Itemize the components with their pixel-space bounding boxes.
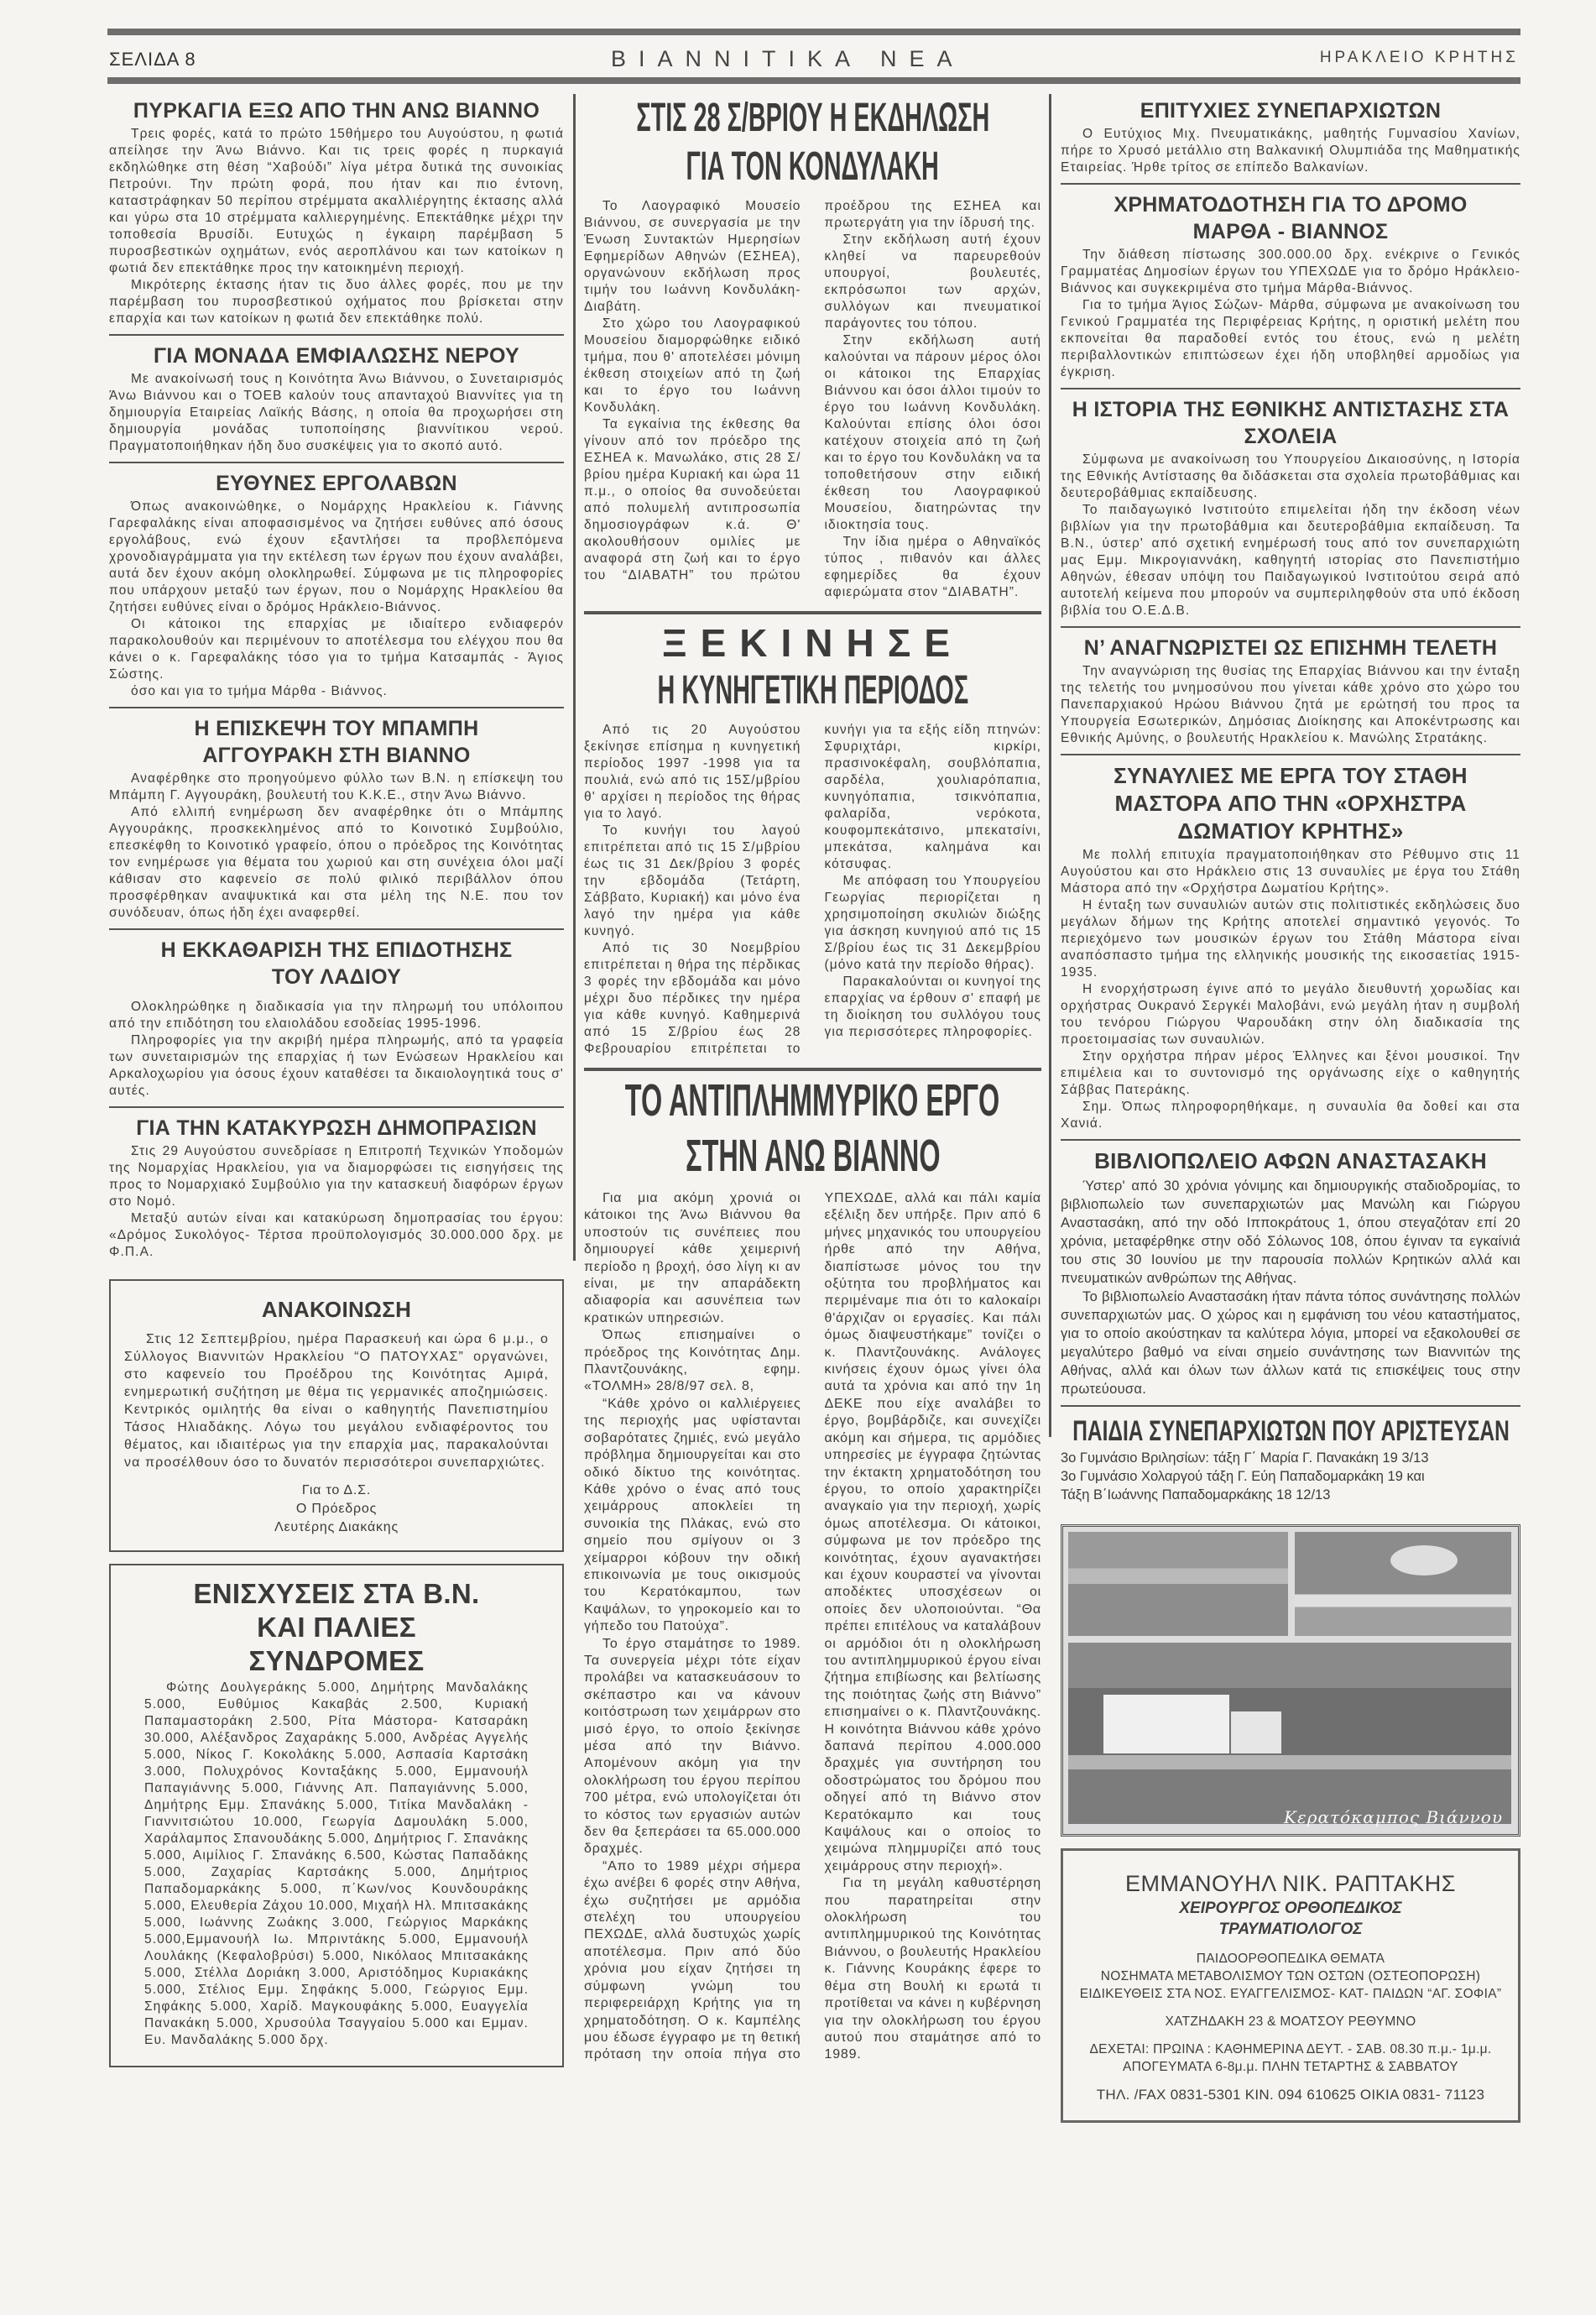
paragraph: Σημ. Όπως πληροφορηθήκαμε, η συναυλία θα δοθεί και στα Χανιά. (1061, 1100, 1520, 1131)
paragraph: Την διάθεση πίστωσης 300.000.00 δρχ. ενέκρινε ο Γενικός Γραμματέας Δημοσίων έργων του ΥΠΕΧΩΔΕ για το δρόμο Ηράκλειο- Βιάννος και συγκεκριμένα στο τμήμα Μάρθα-Βιάννος. (1061, 248, 1520, 295)
doctor-advertisement (1061, 1848, 1520, 2123)
photo-church (1103, 1695, 1229, 1753)
paragraph: Αναφέρθηκε στο προηγούμενο φύλλο των Β.Ν. η επίσκεψη του Μπάμπη Γ. Αγγουράκη, βουλευτή του Κ.Κ.Ε., στην Άνω Βιάννο. (109, 771, 564, 802)
student-line: 3ο Γυμνάσιο Βριλησίων: τάξη Γ΄ Μαρία Γ. Πανακάκη 19 3/13 (1061, 1450, 1429, 1466)
article-success (1061, 97, 1520, 176)
paragraph: Από τις 30 Νοεμβρίου επιτρέπεται η θήρα της πέρδικας 3 φορές την εβδομάδα και μόνο μέχρι δυο πέρδικες την ημέρα για κάθε κυνηγό. Καθημερινά από 15 Σ/βρίου έως 28 Φεβρουαρίου επιτρέπεται το κυνήγι για τα εξής είδη πτηνών: Σφυριχτάρι, κιρκίρι, πρασινοκέφαλη, σουβλόπαπια, σαρδέλα, χουλιαρόπαπια, κυνηγόπαπια, τσικνόπαπια, φαλαρίδα, νερόκοτα, κουφομπεκάτσινο, μπεκατσίνι, μπεκάτσα, καλημάνα και κότσυφας. (584, 723, 1041, 1056)
student-line: Τάξη Β΄Ιωάννης Παπαδομαρκάκης 18 12/13 (1061, 1487, 1331, 1502)
photo-caption: Κερατόκαμπος Βιάννου (1284, 1807, 1503, 1827)
service-line: ΕΙΔΙΚΕΥΘΕΙΣ ΣΤΑ ΝΟΣ. ΕΥΑΓΓΕΛΙΣΜΟΣ- ΚΑΤ- ΠΑΙΔΩΝ “ΑΓ. ΣΟΦΙΑ” (1079, 1987, 1502, 2001)
headline: ΓΙΑ ΤΗΝ ΚΑΤΑΚΥΡΩΣΗ ΔΗΜΟΠΡΑΣΙΩΝ (136, 1116, 537, 1140)
paragraph: Ολοκληρώθηκε η διαδικασία για την πληρωμή του υπόλοιπου από την επιδότηση του ελαιολάδου εσοδείας 1995-1996. (109, 1000, 564, 1031)
article-oil-subsidy (109, 937, 564, 1100)
headline: ΕΠΙΤΥΧΙΕΣ ΣΥΝΕΠΑΡΧΙΩΤΩΝ (1140, 99, 1442, 123)
article-flood-works (584, 1076, 1041, 2064)
office-hours: ΑΠΟΓΕΥΜΑΤΑ 6-8μ.μ. ΠΛΗΝ ΤΕΤΑΡΤΗΣ & ΣΑΒΒΑΤΟΥ (1123, 2060, 1458, 2074)
paragraph: Η ένταξη των συναυλιών αυτών στις πολιτιστικές εκδηλώσεις δυο μεγάλων δήμων της Κρήτης αποτελεί σημαντικό γεγονός. Το περιεχόμενο των μουσικών έργων του Στάθη Μάστορα είναι αναπόσπαστο τμήμα της ελληνικής μουσικής της εικοσαετίας 1915-1935. (1061, 898, 1520, 980)
article-ceremony (1061, 635, 1520, 747)
masthead-top-rule (107, 29, 1520, 35)
paragraph: Από ελλιπή ενημέρωση δεν αναφέρθηκε ότι ο Μπάμπης Αγγουράκης, προσκεκλημένος από το Κοινοτικό Συμβούλιο, επεσκέφθη το Κοινοτικό γραφείο, όπου ο πρόεδρος της Κοινότητας τον ενημέρωσε για θέματα του χωριού και στη συνέχεια όλοι μαζί κάθισαν στο καφενείο σε πολύ φιλικό περιβάλλον όπου προσφέρθηκαν αναψυκτικά και στα μέλη της Ν.Ε. που τον συνόδευαν, όπως ήδη έχει αναφερθεί. (109, 805, 564, 920)
headline: ΧΡΗΜΑΤΟΔΟΤΗΣΗ ΓΙΑ ΤΟ ΔΡΟΜΟ ΜΑΡΘΑ - ΒΙΑΝΝΟΣ (1114, 193, 1468, 243)
paragraph: Στην ορχήστρα πήραν μέρος Έλληνες και ξένοι μουσικοί. Την επιμέλεια και το συντονισμό της οργάνωσης είχε ο καθηγητής Σάββας Πατεράκης. (1061, 1049, 1520, 1097)
paragraph: Παρακαλούνται οι κυνηγοί της επαρχίας να έρθουν σ' επαφή με τη διοίκηση του συλλόγου τους για περισσότερες πληροφορίες. (824, 975, 1041, 1039)
paragraph: Το παιδαγωγικό Ινστιτούτο επιμελείται ήδη την έκδοση νέων βιβλίων για την πρωτοβάθμια και δευτεροβάθμια εκπαίδευση. Τα Β.Ν., ύστερ' από σχετική ενημέρωσή τους από τον συνεπαρχιώτη μας Εμμ. Μικρογιαννάκη, καθηγητή ιστορίας στο Πανεπιστήμιο Αθηνών, έθεσαν υπόψη του Παιδαγωγικού Ινστιτούτου σειρά από αυτοτελή κείμενα που μπορούν να συμπεριληφθούν στα υπό έκδοση βιβλία του Ο.Ε.Δ.Β. (1061, 503, 1520, 618)
newspaper-title: ΒΙΑΝΝΙΤΙΚΑ ΝΕΑ (611, 46, 965, 71)
article-visit (109, 715, 564, 922)
paragraph: Φώτης Δουλγεράκης 5.000, Δημήτρης Μανδαλάκης 5.000, Ευθύμιος Κακαβάς 2.500, Κυριακή Παπαμαστοράκη 2.500, Ρίτα Μάστορα- Κατσαράκη 30.000, Αλέξανδρος Ζαχαράκης 5.000, Ανδρέας Αγγελής 5.000, Νίκος Γ. Κοκολάκης 5.000, Ασπασία Καρτσάκη 3.000, Πολυχρόνος Κονταξάκης 5.000, Εμμανουήλ Παπαγιάννης 5.000, Γιάννης Απ. Παπαγιάννης 5.000, Δημήτρης Εμμ. Σπανάκης 5.000, Τιτίκα Μανδαλάκη - Γιαννιτσιώτου 10.000, Γεωργία Δαμουλάκη 5.000, Χαράλαμπος Σπανουδάκης 5.000, Δημήτριος Γ. Σπανάκης 5.000, Αιμίλιος Γ. Σπανάκης 6.500, Κώστας Παπαδάκης 5.000, Ζαχαρίας Καρτσάκης 5.000, Δημήτριος Παπαδομαρκάκης 5.000, π΄Κων/νος Κουνδουράκης 5.000, Ελευθερία Ζάχου 10.000, Μιχαήλ Ηλ. Μπιτσακάκης 5.000, Ιωάννης Ζωάκης 3.000, Γεώργιος Μαρκάκης 5.000,Εμμανουήλ Ιω. Μπριντάκης 5.000, Εμμανουήλ Λουλάκης (Κεφαλοβρύσι) 5.000, Νικόλαος Μπιτσακάκης 5.000, Στέλλα Δοριάκη 3.000, Αριστόδημος Κυριακάκης 5.000, Στέλιος Εμμ. Σηφάκης 5.000, Γεώργιος Εμμ. Σηφάκης 5.000, Χαρίδ. Μαγκουφάκης 5.000, Ευαγγελία Πανακάκη 5.000, Χρυσούλα Τσαγγαίου 5.000 και Εμμαν. Ευ. Μανδαλάκης 5.000 δρχ. (144, 1680, 529, 2047)
article-contractors (109, 470, 564, 700)
divider (584, 611, 1041, 614)
photo-rock (1390, 1545, 1458, 1576)
divider (109, 334, 564, 336)
headline: ΣΤΙΣ 28 Σ/ΒΡΙΟΥ Η ΕΚΔΗΛΩΣΗ (636, 96, 989, 140)
paragraph: Μικρότερης έκτασης ήταν τις δυο άλλες φορές, που με την παρέμβαση του πυροσβεστικού οχήματος που βρίσκεται στην επαρχία και των κατοίκων η φωτιά δεν επεκτάθηκε πολύ. (109, 278, 564, 326)
headline: ΤΟ ΑΝΤΙΠΛΗΜΜΥΡΙΚΟ ΕΡΓΟ (625, 1075, 1000, 1126)
page-number: ΣΕΛΙΔΑ 8 (109, 49, 196, 70)
paragraph: Τρεις φορές, κατά το πρώτο 15θήμερο του Αυγούστου, η φωτιά απείλησε την Άνω Βιάννο. Και τις τρεις φορές η πυρκαγιά εκδηλώθηκε στη θέση “Χαβούδι” λίγα μέτρα δυτικά της συνοικίας Πετρούνι. Την πρώτη φορά, που ήταν και πιο έντονη, καταστράφηκαν 50 περίπου στρέμματα ακαλλιέργητης έκτασης αλλά και γύρω στα 10 στρέμματα καλλιεργημένης. Επεκτάθηκε μέχρι την τοποθεσία Βρυσίδι. Ευτυχώς η έγκαιρη παρέμβαση 5 πυροσβεστικών οχημάτων, ενός αεροπλάνου και των κατοίκων η φωτιά δεν επεκτάθηκε προς την κατοικημένη περιοχή. (109, 127, 564, 275)
article-hunting (584, 619, 1041, 1058)
article-auction (109, 1115, 564, 1261)
address: ΧΑΤΖΗΔΑΚΗ 23 & ΜΟΑΤΣΟΥ ΡΕΘΥΜΝΟ (1165, 2015, 1416, 2029)
headline: ΞΕΚΙΝΗΣΕ (661, 621, 963, 665)
paragraph: Την αναγνώριση της θυσίας της Επαρχίας Βιάννου και την ένταξη της τελετής του μνημοσύνου που γίνεται κάθε χρόνο στο χώρο του Πανεπαρχιακού Ηρώου Βιάννου ζητά με ερώτησή του προς τα Υπουργεία Εσωτερικών, Δημόσιας Διοίκησης και Αποκέντρωσης και Εθνικής Αμύνης, ο βουλευτής Ηρακλείου κ. Μανώλης Στρατάκης. (1061, 664, 1520, 745)
right-column (1061, 94, 1520, 2123)
divider (1061, 1405, 1520, 1407)
photo-pane-rock (1295, 1532, 1511, 1636)
student-line: 3ο Γυμνάσιο Χολαργού τάξη Γ. Εύη Παπαδομαρκάκη 19 και (1061, 1469, 1425, 1484)
paragraph: Πληροφορίες για την ακριβή ημέρα πληρωμής, από τα γραφεία των συνεταιρισμών της επαρχίας ή των Ενώσεων Ηρακλείου και Αρκαλοχωρίου για όσους έχουν καταθέσει τα δικαιολογητικά τους σ' αυτές. (109, 1033, 564, 1098)
paragraph: Την ίδια ημέρα ο Αθηναϊκός τύπος , πιθανόν και άλλες εφημερίδες θα έχουν αφιερώματα στον “ΔΙΑΒΑΤΗ”. (824, 535, 1041, 599)
headline: ΒΙΒΛΙΟΠΩΛΕΙΟ ΑΦΩΝ ΑΝΑΣΤΑΣΑΚΗ (1094, 1148, 1487, 1173)
paragraph: “Κάθε χρόνο οι καλλιέργειες της περιοχής μας υφίστανται σοβαρότατες ζημιές, ενώ μεγάλο πρόβλημα δημιουργείται και στο οδικό δίκτυο της κοινότητας. Κάθε χρόνο ο ένας από τους χειμάρρους αποκλείει τη συνοικία της Πλάκας, ενώ στο σημείο που σμίγουν οι 3 χείμαρροι κόβουν την οδική επικοινωνία με τους οικισμούς του Κερατόκαμπου, των Καψάλων, το γηροκομείο και το γήπεδο του Πατούχα”. (584, 1396, 801, 1634)
photo-church-annex (1231, 1711, 1281, 1753)
paragraph: Για το τμήμα Άγιος Σώζων- Μάρθα, σύμφωνα με ανακοίνωση του Γενικού Γραμματέα της Περιφέρειας Κρήτης, η οριστική μελέτη που εκπονείται θα παραδοθεί εντός του έτους, ενώ η μελέτη περιβαλλοντικών επιπτώσεων έχει ήδη υποβληθεί αρμοδίως για έγκριση. (1061, 298, 1520, 379)
paragraph: Τα εγκαίνια της έκθεσης θα γίνουν από τον πρόεδρο της ΕΣΗΕΑ κ. Μανωλάκο, στις 28 Σ/βρίου ημέρα Κυριακή και ώρα 11 π.μ., ο οποίος θα συνοδεύεται από πολυμελή αντιπροσωπία δημοσιογράφων κ.ά. Θ' ακολουθήσουν ομιλίες με αναφορά στη ζωή και το έργο του “ΔΙΑΒΑΤΗ” του πρώτου προέδρου της ΕΣΗΕΑ και πρωτεργάτη για την ίδρυσή της. (584, 199, 1041, 583)
headline: ΓΙΑ ΜΟΝΑΔΑ ΕΜΦΙΑΛΩΣΗΣ ΝΕΡΟΥ (154, 344, 519, 368)
paragraph: Οι κάτοικοι της επαρχίας με ιδιαίτερο ενδιαφερόν παρακολουθούν και περιμένουν το αποτέλεσμα του ελέγχου που θα κάνει ο κ. Γαρεφαλάκης τόσο για το τμήμα Κατσαμπάς - Άγιος Σώστης. (109, 617, 564, 682)
paragraph: Το κυνήγι του λαγού επιτρέπεται από τις 15 Σ/μβρίου έως τις 31 Δεκ/βρίου 3 φορές την εβδομάδα (Τετάρτη, Σάββατο, Κυριακή) και μόνο ένα λαγό την ημέρα για κάθε κυνηγό. (584, 823, 801, 938)
paragraph: Μεταξύ αυτών είναι και κατακύρωση δημοπρασίας του έργου: «Δρόμος Συκολόγος- Τέρτσα προϋπολογισμός 30.000.000 δρχ. με Φ.Π.Α. (109, 1211, 564, 1259)
article-water-bottling (109, 342, 564, 455)
donations-box (109, 1564, 564, 2067)
paragraph: Με ανακοίνωσή τους η Κοινότητα Άνω Βιάννου, ο Συνεταιρισμός Άνω Βιάννου και ο ΤΟΕΒ καλούν τους απανταχού Βιαννίτες για τη δημιουργία Εταιρείας Λαϊκής Βάσης, η οποία θα προχωρήσει στη δημιουργία μονάδας τυποποίησης βιαννίτικου νερού. Πραγματοποιήθηκαν ήδη δυο συσκέψεις για το σκοπό αυτό. (109, 372, 564, 453)
divider (109, 1106, 564, 1108)
divider (584, 1068, 1041, 1071)
divider (1061, 388, 1520, 389)
headline: ΕΥΘΥΝΕΣ ΕΡΓΟΛΑΒΩΝ (216, 472, 457, 495)
doctor-name: ΕΜΜΑΝΟΥΗΛ ΝΙΚ. ΡΑΠΤΑΚΗΣ (1125, 1871, 1456, 1896)
announcement-box (109, 1279, 564, 1552)
newspaper-location: ΗΡΑΚΛΕΙΟ ΚΡΗΤΗΣ (1319, 49, 1519, 66)
paragraph: όσο και για το τμήμα Μάρθα - Βιάννος. (131, 684, 388, 698)
paragraph: Στις 29 Αυγούστου συνεδρίασε η Επιτροπή Τεχνικών Υποδομών της Νομαρχίας Ηρακλείου, για να διαμορφώσει τις εισηγήσεις της προς το Νομαρχιακό Συμβούλιο για την κατασκευή διαφόρων έργων στο Νομό. (109, 1144, 564, 1209)
headline: Η ΕΠΙΣΚΕΨΗ ΤΟΥ ΜΠΑΜΠΗ ΑΓΓΟΥΡΑΚΗ ΣΤΗ ΒΙΑΝΝΟ (194, 717, 479, 767)
middle-column (584, 94, 1041, 2064)
signature-line: Ο Πρόεδρος (295, 1502, 378, 1516)
paragraph: Το Λαογραφικό Μουσείο Βιάννου, σε συνεργασία με την Ένωση Συντακτών Ημερησίων Εφημερίδων Αθηνών (ΕΣΗΕΑ), οργανώνουν εκδήλωση προς τιμήν του Ιωάννη Κονδυλάκη-Διαβάτη. (584, 199, 801, 314)
article-students (1061, 1414, 1520, 1504)
divider (109, 462, 564, 463)
paragraph: Στην εκδήλωση αυτή έχουν κληθεί να παρευρεθούν υπουργοί, βουλευτές, εκπρόσωποι των αρχών, συλλόγων και πνευματικοί παράγοντες του τόπου. (824, 233, 1041, 331)
paragraph: Σύμφωνα με ανακοίνωση του Υπουργείου Δικαιοσύνης, η Ιστορία της Εθνικής Αντίστασης θα διδάσκεται στα σχολεία πρωτοβάθμιας και δευτεροβάθμιας εκπαίδευσης. (1061, 452, 1520, 500)
paragraph: Για τη μεγάλη καθυστέρηση που παρατηρείται στην ολοκλήρωση του αντιπλημμυρικού της Κοινότητας Βιάννου, ο βουλευτής Ηρακλείου κ. Γιάννης Κουράκης έφερε το θέμα στη Βουλή κι ερωτά τι προτίθεται να κάνει η κυβέρνηση για την ολοκλήρωση του έργου αυτού που σταμάτησε από το 1989. (824, 1876, 1041, 2062)
paragraph: Με απόφαση του Υπουργείου Γεωργίας περιορίζεται η χρησιμοποίηση σκυλιών διώξης για άσκηση κυνηγιού από τις 15 Σ/βρίου έως τις 31 Δεκεμβρίου (μόνο κατά την περίοδο θήρας). (824, 874, 1041, 972)
paragraph: Το βιβλιοπωλείο Αναστασάκη ήταν πάντα τόπος συνάντησης πολλών συνεπαρχιωτών μας. Ο χώρος και η εμφάνιση του νέου καταστήματος, για το οποίο ακούστηκαν τα καλύτερα λόγια, μπορεί να εξακολουθεί σε μεγαλύτερο βαθμό να είναι σημείο συνάντησης των Βιαννιτών της Αθήνας, αλλά και όλων των άλλων κατά τις επισκέψεις τους στην πρωτεύουσα. (1061, 1289, 1520, 1397)
paragraph: Ύστερ' από 30 χρόνια γόνιμης και δημιουργικής σταδιοδρομίας, το βιβλιοπωλείο των συνεπαρχιωτών μας Μανώλη και Γιώργου Αναστασάκη, από την οδό Ιπποκράτους 1, όπου στεγαζόταν επί 20 χρόνια, μεταφέρθηκε στην οδό Σόλωνος 108, όπου έγιναν τα εγκαίνιά του στις 30 Ιουνίου με την παρουσία πολλών Κρητικών αλλά και πνευματικών ανθρώπων της Αθήνας. (1061, 1178, 1520, 1286)
headline: Η ΚΥΝΗΓΕΤΙΚΗ ΠΕΡΙΟΔΟΣ (657, 668, 968, 713)
paragraph: Με πολλή επιτυχία πραγματοποιήθηκαν στο Ρέθυμνο στις 11 Αυγούστου και στο Ηράκλειο στις 13 συναυλίες με έργα του Στάθη Μάστορα από την «Ορχήστρα Δωματίου Κρήτης». (1061, 848, 1520, 896)
paragraph: Από τις 20 Αυγούστου ξεκίνησε επίσημα η κυνηγετική περίοδος 1997 -1998 για τα πουλιά, ενώ από τις 15Σ/μβρίου θ' αρχίσει η περίοδος της θήρας για το λαγό. (584, 723, 801, 821)
divider (1061, 754, 1520, 755)
headline: ΣΥΝΑΥΛΙΕΣ ΜΕ ΕΡΓΑ ΤΟΥ ΣΤΑΘΗ ΜΑΣΤΟΡΑ ΑΠΟ ΤΗΝ «ΟΡΧΗΣΤΡΑ ΔΩΜΑΤΙΟΥ ΚΡΗΤΗΣ» (1114, 763, 1468, 844)
paragraph: Το έργο σταμάτησε το 1989. Τα συνεργεία μέχρι τότε είχαν προλάβει να κατασκευάσουν το σκέπαστρο και να κάνουν κοιτόστρωση των χειμάρρων στο μισό έργο, το οποίο ξεκίνησε μέσα από την Βιάννο. Απομένουν ακόμη για την ολοκλήρωση του έργου περίπου 700 μέτρα, ενώ υπολογίζεται ότι το κόστος των εργασιών αυτών δεν θα ξεπεράσει τα 65.000.000 δραχμές. (584, 1636, 801, 1857)
headline: ΠΑΙΔΙΑ ΣΥΝΕΠΑΡΧΙΩΤΩΝ ΠΟΥ ΑΡΙΣΤΕΥΣΑΝ (1072, 1415, 1510, 1447)
article-road-funding (1061, 191, 1520, 381)
paragraph: Στην εκδήλωση αυτή καλούνται να πάρουν μέρος όλοι οι κάτοικοι της Επαρχίας Βιάννου και όσοι άλλοι τιμούν το έργο του Ιωάννη Κονδυλάκη. Καλούνται επίσης όλοι όσοι κατέχουν στοιχεία από τη ζωή και το έργο του Κονδυλάκη να τα τοποθετήσουν στην ειδική έκθεση του Λαογραφικού Μουσείου, διατηρώντας την ιδιοκτησία τους. (824, 333, 1041, 532)
left-column (109, 94, 564, 2067)
headline: Ν’ ΑΝΑΓΝΩΡΙΣΤΕΙ ΩΣ ΕΠΙΣΗΜΗ ΤΕΛΕΤΗ (1083, 636, 1498, 660)
divider (109, 928, 564, 930)
headline: ΣΤΗΝ ΑΝΩ ΒΙΑΝΝΟ (685, 1131, 941, 1181)
article-bookshop (1061, 1147, 1520, 1398)
paragraph: Στις 12 Σεπτεμβρίου, ημέρα Παρασκευή και ώρα 6 μ.μ., ο Σύλλογος Βιαννιτών Ηρακλείου “Ο ΠΑΤΟΥΧΑΣ” οργανώνει, στο καφενείο του Προέδρου της Κοινότητας Αμιρά, ενημερωτική συζήτηση με θέμα τις γερμανικές αποζημιώσεις. Κεντρικός ομιλητής θα είναι ο καθηγητής Πανεπιστημίου Τάσος Ηλιαδάκης. Λόγω του μεγάλου ενδιαφέροντος του θέματος, και ιδιαιτέρως για την επαρχία μας, παρακαλούνται να προσέλθουν όσο το δυνατόν περισσότεροι συνεπαρχιώτες. (124, 1332, 549, 1470)
column-divider (1049, 94, 1051, 1437)
headline: ΓΙΑ ΤΟΝ ΚΟΝΔΥΛΑΚΗ (686, 144, 940, 189)
headline: ΕΝΙΣΧΥΣΕΙΣ ΣΤΑ Β.Ν. ΚΑΙ ΠΑΛΙΕΣ ΣΥΝΔΡΟΜΕΣ (193, 1578, 480, 1676)
article-resistance-history (1061, 396, 1520, 619)
paragraph: Ο Ευτύχιος Μιχ. Πνευματικάκης, μαθητής Γυμνασίου Χανίων, πήρε το Χρυσό μετάλλιο στη Βαλκανική Ολυμπιάδα της Μαθηματικής Εταιρείας. Ήρθε τρίτος σε επίπεδο Βαλκανίων. (1061, 127, 1520, 175)
paragraph: Για μια ακόμη χρονιά οι κάτοικοι της Άνω Βιάννου θα υποστούν τις συνέπειες που δημιουργεί κάθε χειμερινή περίοδο η βροχή, όσο λίγη κι αν είναι, με την απαράδεκτη αδιαφορία και ασυνέπεια των κρατικών υπηρεσιών. (584, 1191, 801, 1325)
paragraph: Όπως επισημαίνει ο πρόεδρος της Κοινότητας Δημ. Πλαντζουνάκης, εφημ. «ΤΟΛΜΗ» 28/8/97 σελ. 8, (584, 1328, 801, 1394)
divider (1061, 626, 1520, 628)
service-line: ΝΟΣΗΜΑΤΑ ΜΕΤΑΒΟΛΙΣΜΟΥ ΤΩΝ ΟΣΤΩΝ (ΟΣΤΕΟΠΟΡΩΣΗ) (1100, 1969, 1481, 1983)
article-concerts (1061, 762, 1520, 1132)
service-line: ΠΑΙΔΟΟΡΘΟΠΕΔΙΚΑ ΘΕΜΑΤΑ (1196, 1952, 1385, 1966)
photo-pane-coast (1068, 1532, 1288, 1636)
office-hours: ΔΕΧΕΤΑΙ: ΠΡΩΙΝΑ : ΚΑΘΗΜΕΡΙΝΑ ΔΕΥΤ. - ΣΑΒ. 08.30 π.μ.- 1μ.μ. (1089, 2042, 1492, 2056)
headline: ΠΥΡΚΑΓΙΑ ΕΞΩ ΑΠΟ ΤΗΝ ΑΝΩ ΒΙΑΝΝΟ (133, 99, 540, 123)
paragraph: “Απο το 1989 μέχρι σήμερα έχω ανέβει 6 φορές στην Αθήνα, έχω συζητήσει με αρμόδια στελέχη του υπουργείου ΠΕΧΩΔΕ, αλλά δυστυχώς χωρίς αποτέλεσμα. Πριν από δύο χρόνια μου είχαν ζητήσει τη σύμφωνη γνώμη του περιφερειάρχη Κρήτης για τη χρηματοδότηση. Ο κ. Καμπέλης μου έδωσε έγγραφο με τη θετική πρόταση την οποία πήγα στο ΥΠΕΧΩΔΕ, αλλά και πάλι καμία εξέλιξη δεν υπήρξε. Πριν από 6 μήνες μηχανικός του υπουργείου ήρθε από την Αθήνα, διαπίστωσε μόνος του την οξύτητα του προβλήματος και περιμέναμε πια ότι το καλοκαίρι θ'άρχιζαν οι εργασίες. Και πάλι όμως διαψευστήκαμε” τονίζει ο κ. Πλαντζουνάκης. Ανάλογες κινήσεις έχουν όμως γίνει όλα αυτά τα χρόνια και από την 1η ΔΕΚΕ που είχε αναλάβει το έργο, βομβάρδιζε, και συνεχίζει ακόμη και σήμερα, τις αρμόδιες υπηρεσίες με έγγραφα ζητώντας την έκτακτη χρηματοδότηση του έργου, το οποίο χαρακτηρίζει αναγκαίο για την περιοχή, χωρίς όμως αποτέλεσμα. Οι κάτοικοι, σύμφωνα με τον πρόεδρο της κοινότητας, έχουν αγανακτήσει και έχουν κουραστεί να γίνονται αποδέκτες υποσχέσεων οι οποίες δεν υλοποιούνται. “Θα πρέπει επιτέλους να καταλάβουν οι αρμόδιοι ότι η ολοκλήρωση του αντιπλημμυρικού έργου είναι ζήτημα επιβίωσης και βελτίωσης της ποιότητας ζωής στη Βιάννο” επισημαίνει ο κ. Πλαντζουνάκης. Η κοινότητα Βιάννου κάθε χρόνο δαπανά περίπου 4.000.000 δραχμές για συντήρηση του οδοστρώματος του δρόμου που οδηγεί από τη Βιάννο στον Κερατόκαμπο και τους Καψάλους και ο οποίος το χειμώνα πλημμυρίζει από τους χειμάρρους στην περιοχή». (584, 1191, 1041, 2062)
headline: ΑΝΑΚΟΙΝΩΣΗ (261, 1297, 412, 1322)
photo-keratokampos (1061, 1524, 1520, 1837)
paragraph: Η ενορχήστρωση έγινε από το μεγάλο διευθυντή χορωδίας και ορχήστρας Ουκρανό Σεργκέι Μαλοβάνι, ενώ μεγάλη ήταν η συμβολή του τενόρου Γιώργου Ψαρουδάκη στην όλη διαδικασία της προετοιμασίας των συναυλιών. (1061, 982, 1520, 1047)
article-kondylakis (584, 94, 1041, 601)
headline: Η ΕΚΚΑΘΑΡΙΣΗ ΤΗΣ ΕΠΙΔΟΤΗΣΗΣ ΤΟΥ ΛΑΔΙΟΥ (160, 938, 513, 989)
signature-line: Για το Δ.Σ. (301, 1483, 372, 1497)
divider (1061, 183, 1520, 185)
masthead-bottom-rule (107, 77, 1520, 84)
divider (1061, 1139, 1520, 1141)
doctor-specialty: ΧΕΙΡΟΥΡΓΟΣ ΟΡΘΟΠΕΔΙΚΟΣ (1179, 1900, 1402, 1917)
column-divider (573, 94, 576, 1261)
signature-name: Λευτέρης Διακάκης (274, 1520, 399, 1534)
phone-numbers: ΤΗΛ. /FAX 0831-5301 ΚΙΝ. 094 610625 ΟΙΚΙΑ 0831- 71123 (1096, 2087, 1485, 2103)
headline: Η ΙΣΤΟΡΙΑ ΤΗΣ ΕΘΝΙΚΗΣ ΑΝΤΙΣΤΑΣΗΣ ΣΤΑ ΣΧΟΛΕΙΑ (1072, 398, 1510, 448)
doctor-specialty: ΤΡΑΥΜΑΤΙΟΛΟΓΟΣ (1218, 1920, 1363, 1938)
paragraph: Στο χώρο του Λαογραφικού Μουσείου διαμορφώθηκε ειδικό τμήμα, που θ' αποτελέσει μόνιμη έκθεση στοιχείων από τη ζωή και το έργο του Ιωάννη Κονδυλάκη. (584, 316, 801, 415)
paragraph: Όπως ανακοινώθηκε, ο Νομάρχης Ηρακλείου κ. Γιάννης Γαρεφαλάκης είναι αποφασισμένος να ζητήσει ευθύνες από όσους εργολάβους, ενώ έχουν εξαντλήσει τα προβλεπόμενα χρονοδιαγράμματα για την εκτέλεση των έργων που έχουν αναλάβει, αυτά δεν έχουν ακόμη ολοκληρωθεί. Σύμφωνα με τις πληροφορίες που υπάρχουν μεταξύ των έργων, που ο Νομάρχης Ηρακλείου θα ζητήσει ευθύνες είναι ο δρόμος Ηράκλειο-Βιάννος. (109, 499, 564, 614)
divider (109, 707, 564, 708)
article-fire (109, 97, 564, 327)
